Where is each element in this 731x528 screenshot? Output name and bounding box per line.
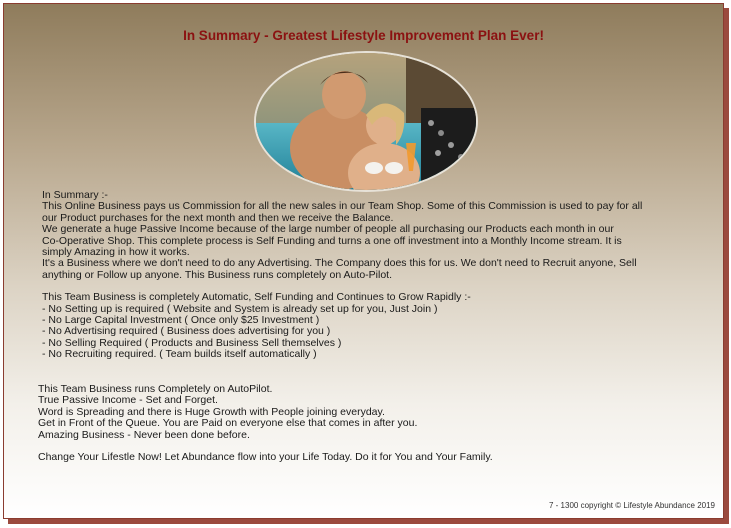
summary-line: simply Amazing in how it works. — [42, 246, 190, 259]
benefit-item: - No Recruiting required. ( Team builds itself automatically ) — [42, 348, 317, 361]
benefit-item: - No Advertising required ( Business does advertising for you ) — [42, 325, 331, 338]
autopilot-line: This Team Business runs Completely on AutoPilot. — [38, 383, 273, 395]
couple-pool-photo — [254, 51, 478, 192]
summary-line: In Summary :- — [42, 189, 108, 201]
summary-text — [42, 190, 682, 361]
autopilot-line: True Passive Income - Set and Forget. — [38, 394, 218, 407]
summary-line: Co-Operative Shop. This complete process is Self Funding and turns a one off investment into a Monthly Income stream. It is — [42, 234, 622, 247]
autopilot-line: Amazing Business - Never been done before. — [38, 428, 250, 441]
closing-line: Change Your Lifestle Now! Let Abundance flow into your Life Today. Do it for You and Your Family. — [38, 451, 493, 464]
benefit-item: - No Selling Required ( Products and Business Sell themselves ) — [42, 336, 342, 349]
summary-line: This Online Business pays us Commission for all the new sales in our Team Shop. Some of this Commission is used to pay for all — [42, 200, 643, 213]
slide — [3, 3, 724, 519]
summary-line: anything or Follow up anyone. This Business runs completely on Auto-Pilot. — [42, 268, 392, 281]
slide-title: In Summary - Greatest Lifestyle Improvement Plan Ever! — [183, 28, 544, 43]
benefit-item: - No Large Capital Investment ( Once only $25 Investment ) — [42, 314, 320, 327]
summary-line: It's a Business where we don't need to do any Advertising. The Company does this for us. We don't need to Recruit anyone, Sell — [42, 257, 637, 270]
benefits-heading: This Team Business is completely Automatic, Self Funding and Continues to Grow Rapidly :- — [42, 291, 471, 304]
benefit-item: - No Setting up is required ( Website and System is already set up for you, Just Join ) — [42, 302, 438, 315]
autopilot-line: Word is Spreading and there is Huge Growth with People joining everyday. — [38, 405, 385, 418]
summary-line: We generate a huge Passive Income because of the large number of people all purchasing our Products each month in our — [42, 223, 614, 236]
summary-line: our Product purchases for the next month and then we receive the Balance. — [42, 211, 394, 224]
autopilot-line: Get in Front of the Queue. You are Paid on everyone else that comes in after you. — [38, 417, 418, 430]
autopilot-text — [38, 384, 678, 463]
copyright-footer: 7 - 1300 copyright © Lifestyle Abundance 2019 — [548, 501, 715, 510]
